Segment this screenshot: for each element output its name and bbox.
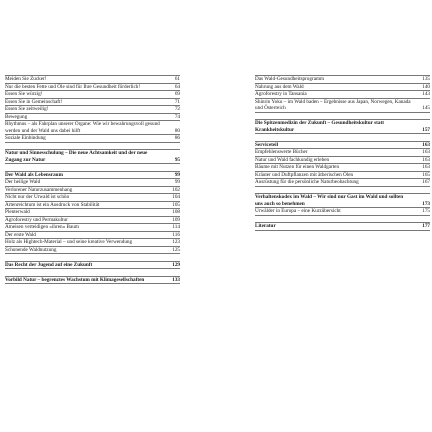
toc-entry — [5, 121, 180, 135]
toc-entry — [255, 172, 430, 180]
toc-entry-title: Empfehlenswerte Bücher — [255, 149, 308, 155]
toc-entry-title: Schonende Waldnutzung — [5, 246, 57, 253]
toc-entry — [5, 194, 180, 202]
toc-entry — [255, 164, 430, 172]
toc-entry-title: Plenterwald — [5, 209, 30, 215]
toc-entry — [5, 209, 180, 217]
toc-section-heading — [5, 276, 180, 285]
toc-entry — [255, 84, 430, 92]
toc-entry — [5, 217, 180, 225]
toc-entry-title: Vorbild Natur – begrenztes Wachstum mit Klimagesellschaften — [5, 276, 145, 283]
toc-entry-page: 140 — [422, 83, 430, 90]
toc-entry-page: 167 — [422, 179, 430, 185]
toc-entry-title: Rhythmus – als Fahrplan unserer Organe: Wie wir bewahrungsvoll gesund werden und der Wald uns dabei hilft — [5, 121, 160, 134]
toc-entry-title: Verhaltenskodex im Wald – Wir sind nur Gast im Wald und sollten uns auch so benehmen — [255, 194, 404, 207]
toc-entry-page: 61 — [174, 76, 180, 82]
toc-entry — [5, 239, 180, 247]
toc-entry-title: Nur die besten Fette und Öle sind für Ihre Gesundheit förderlich! — [5, 83, 141, 90]
toc-entry-title: Meiden Sie Zucker! — [5, 76, 47, 82]
toc-entry-page: 64 — [174, 83, 180, 90]
toc-entry — [255, 99, 430, 113]
toc-entry — [255, 208, 430, 216]
toc-entry-page: 163 — [422, 156, 430, 163]
toc-section-heading — [255, 222, 430, 231]
toc-entry-title: Ausrüstung für die persönliche Naturbeobachtung — [255, 179, 359, 185]
toc-entry-page: 163 — [422, 164, 430, 170]
toc-entry-title: Verlorener Naturzusammenhang — [5, 186, 73, 193]
toc-entry-page: 129 — [172, 261, 180, 268]
toc-entry-page: 163 — [422, 141, 430, 148]
toc-entry-title: Die Spitzenmedizin der Zukunft – Gesundheitskultur statt Krankheitskultur — [255, 120, 384, 133]
toc-entry-page: 80 — [174, 127, 180, 134]
toc-entry-title: Urwälder in Europa – eine Kurzübersicht — [255, 208, 341, 214]
toc-entry — [255, 179, 430, 187]
toc-entry-page: 123 — [172, 239, 180, 245]
toc-entry-page: 99 — [174, 171, 180, 178]
toc-entry-title: Nicht nur der Urwald ist schön — [5, 194, 70, 200]
toc-entry-title: Literatur — [255, 223, 276, 229]
toc-entry-title: Natur und Sinnesschulung – Die neue Achtsamkeit und der neue Zugang zur Natur — [5, 150, 148, 163]
toc-entry-page: 105 — [172, 201, 180, 208]
toc-entry — [255, 75, 430, 84]
toc-entry-title: Holz als Hightech-Material – und seine kreative Verwendung — [5, 239, 133, 245]
toc-entry-title: Der Wald als Lebensraum — [5, 171, 63, 178]
toc-entry-title: Bäume mit Nutzen für einen Waldgarten — [255, 164, 340, 170]
toc-entry-page: 135 — [422, 76, 430, 82]
toc-entry — [5, 135, 180, 143]
toc-entry — [5, 247, 180, 255]
toc-entry-page: 163 — [422, 149, 430, 155]
toc-entry — [255, 149, 430, 157]
toc-entry-title: Bewegung — [5, 113, 28, 120]
toc-section-heading — [255, 141, 430, 150]
toc-entry-title: Der erste Wald — [5, 231, 36, 238]
toc-entry-page: 108 — [172, 209, 180, 215]
toc-entry-title: Das Wald-Gesundheitsprogramm — [255, 76, 325, 82]
toc-entry-page: 173 — [422, 200, 430, 207]
toc-entry-title: Der heilige Wald — [5, 179, 41, 185]
toc-entry-title: Nahrung aus dem Wald — [255, 83, 304, 90]
toc-entry-page: 102 — [172, 186, 180, 193]
toc-entry-title: Shinrin Yoku – im Wald baden – Ergebnisse aus Japan, Norwegen, Kanada und Österreich — [255, 98, 411, 111]
toc-left-column — [5, 75, 180, 284]
toc-entry — [5, 99, 180, 107]
toc-entry-page: 116 — [172, 231, 180, 238]
toc-entry-page: 175 — [422, 208, 430, 214]
toc-entry-page: 99 — [174, 179, 180, 185]
toc-entry-page: 69 — [174, 91, 180, 97]
toc-entry — [5, 232, 180, 240]
toc-entry-title: Das Recht der Jugend auf eine Zukunft — [5, 261, 93, 268]
toc-entry-page: 74 — [174, 113, 180, 120]
toc-entry-title: Essen Sie zeitweilig! — [5, 106, 49, 112]
toc-entry-title: Serviceteil — [255, 141, 279, 148]
toc-entry-title: Soziale Einbindung — [5, 135, 46, 141]
toc-entry-title: Essen Sie würzig! — [5, 91, 43, 97]
toc-entry-title: Ameisen verteidigen »ihren« Baum — [5, 224, 79, 230]
toc-entry-page: 125 — [172, 246, 180, 253]
toc-entry-page: 86 — [174, 135, 180, 141]
toc-entry-title: Agroforestry und Permakultur — [5, 216, 68, 223]
toc-entry-page: 143 — [422, 91, 430, 97]
toc-entry — [5, 91, 180, 99]
toc-entry — [5, 202, 180, 210]
toc-section-heading — [5, 149, 180, 164]
toc-entry — [255, 91, 430, 99]
toc-entry-page: 165 — [422, 171, 430, 178]
toc-entry-page: 133 — [172, 276, 180, 283]
toc-entry-page: 114 — [172, 224, 180, 230]
toc-entry-title: Essen Sie in Gemeinschaft! — [5, 98, 63, 105]
toc-entry-page: 72 — [174, 106, 180, 112]
toc-entry-title: Kräuter und Duftpflanzen mit ätherischen Ölen — [255, 171, 354, 178]
toc-right-column — [255, 75, 430, 231]
toc-entry-title: Artenreichtum ist ein Ausdruck von Stabilität — [5, 201, 100, 208]
toc-entry-title: Agroforestry in Tansania — [255, 91, 307, 97]
toc-entry — [5, 84, 180, 92]
toc-section-heading — [255, 193, 430, 208]
toc-entry-page: 157 — [422, 126, 430, 133]
toc-entry — [5, 106, 180, 114]
toc-entry — [255, 157, 430, 165]
toc-section-heading — [5, 171, 180, 180]
toc-section-heading — [5, 261, 180, 270]
toc-section-heading — [255, 119, 430, 134]
toc-entry-page: 104 — [172, 194, 180, 200]
toc-entry — [5, 187, 180, 195]
toc-entry-page: 71 — [174, 98, 180, 105]
toc-entry-page: 145 — [422, 105, 430, 111]
toc-entry-page: 177 — [422, 223, 430, 229]
toc-entry — [5, 114, 180, 122]
toc-entry — [5, 179, 180, 187]
toc-entry-page: 109 — [172, 216, 180, 223]
toc-entry-page: 95 — [174, 156, 180, 163]
toc-entry-title: Natur und Wald fachkundig erleben — [255, 156, 330, 163]
toc-entry — [5, 224, 180, 232]
toc-entry — [5, 75, 180, 84]
